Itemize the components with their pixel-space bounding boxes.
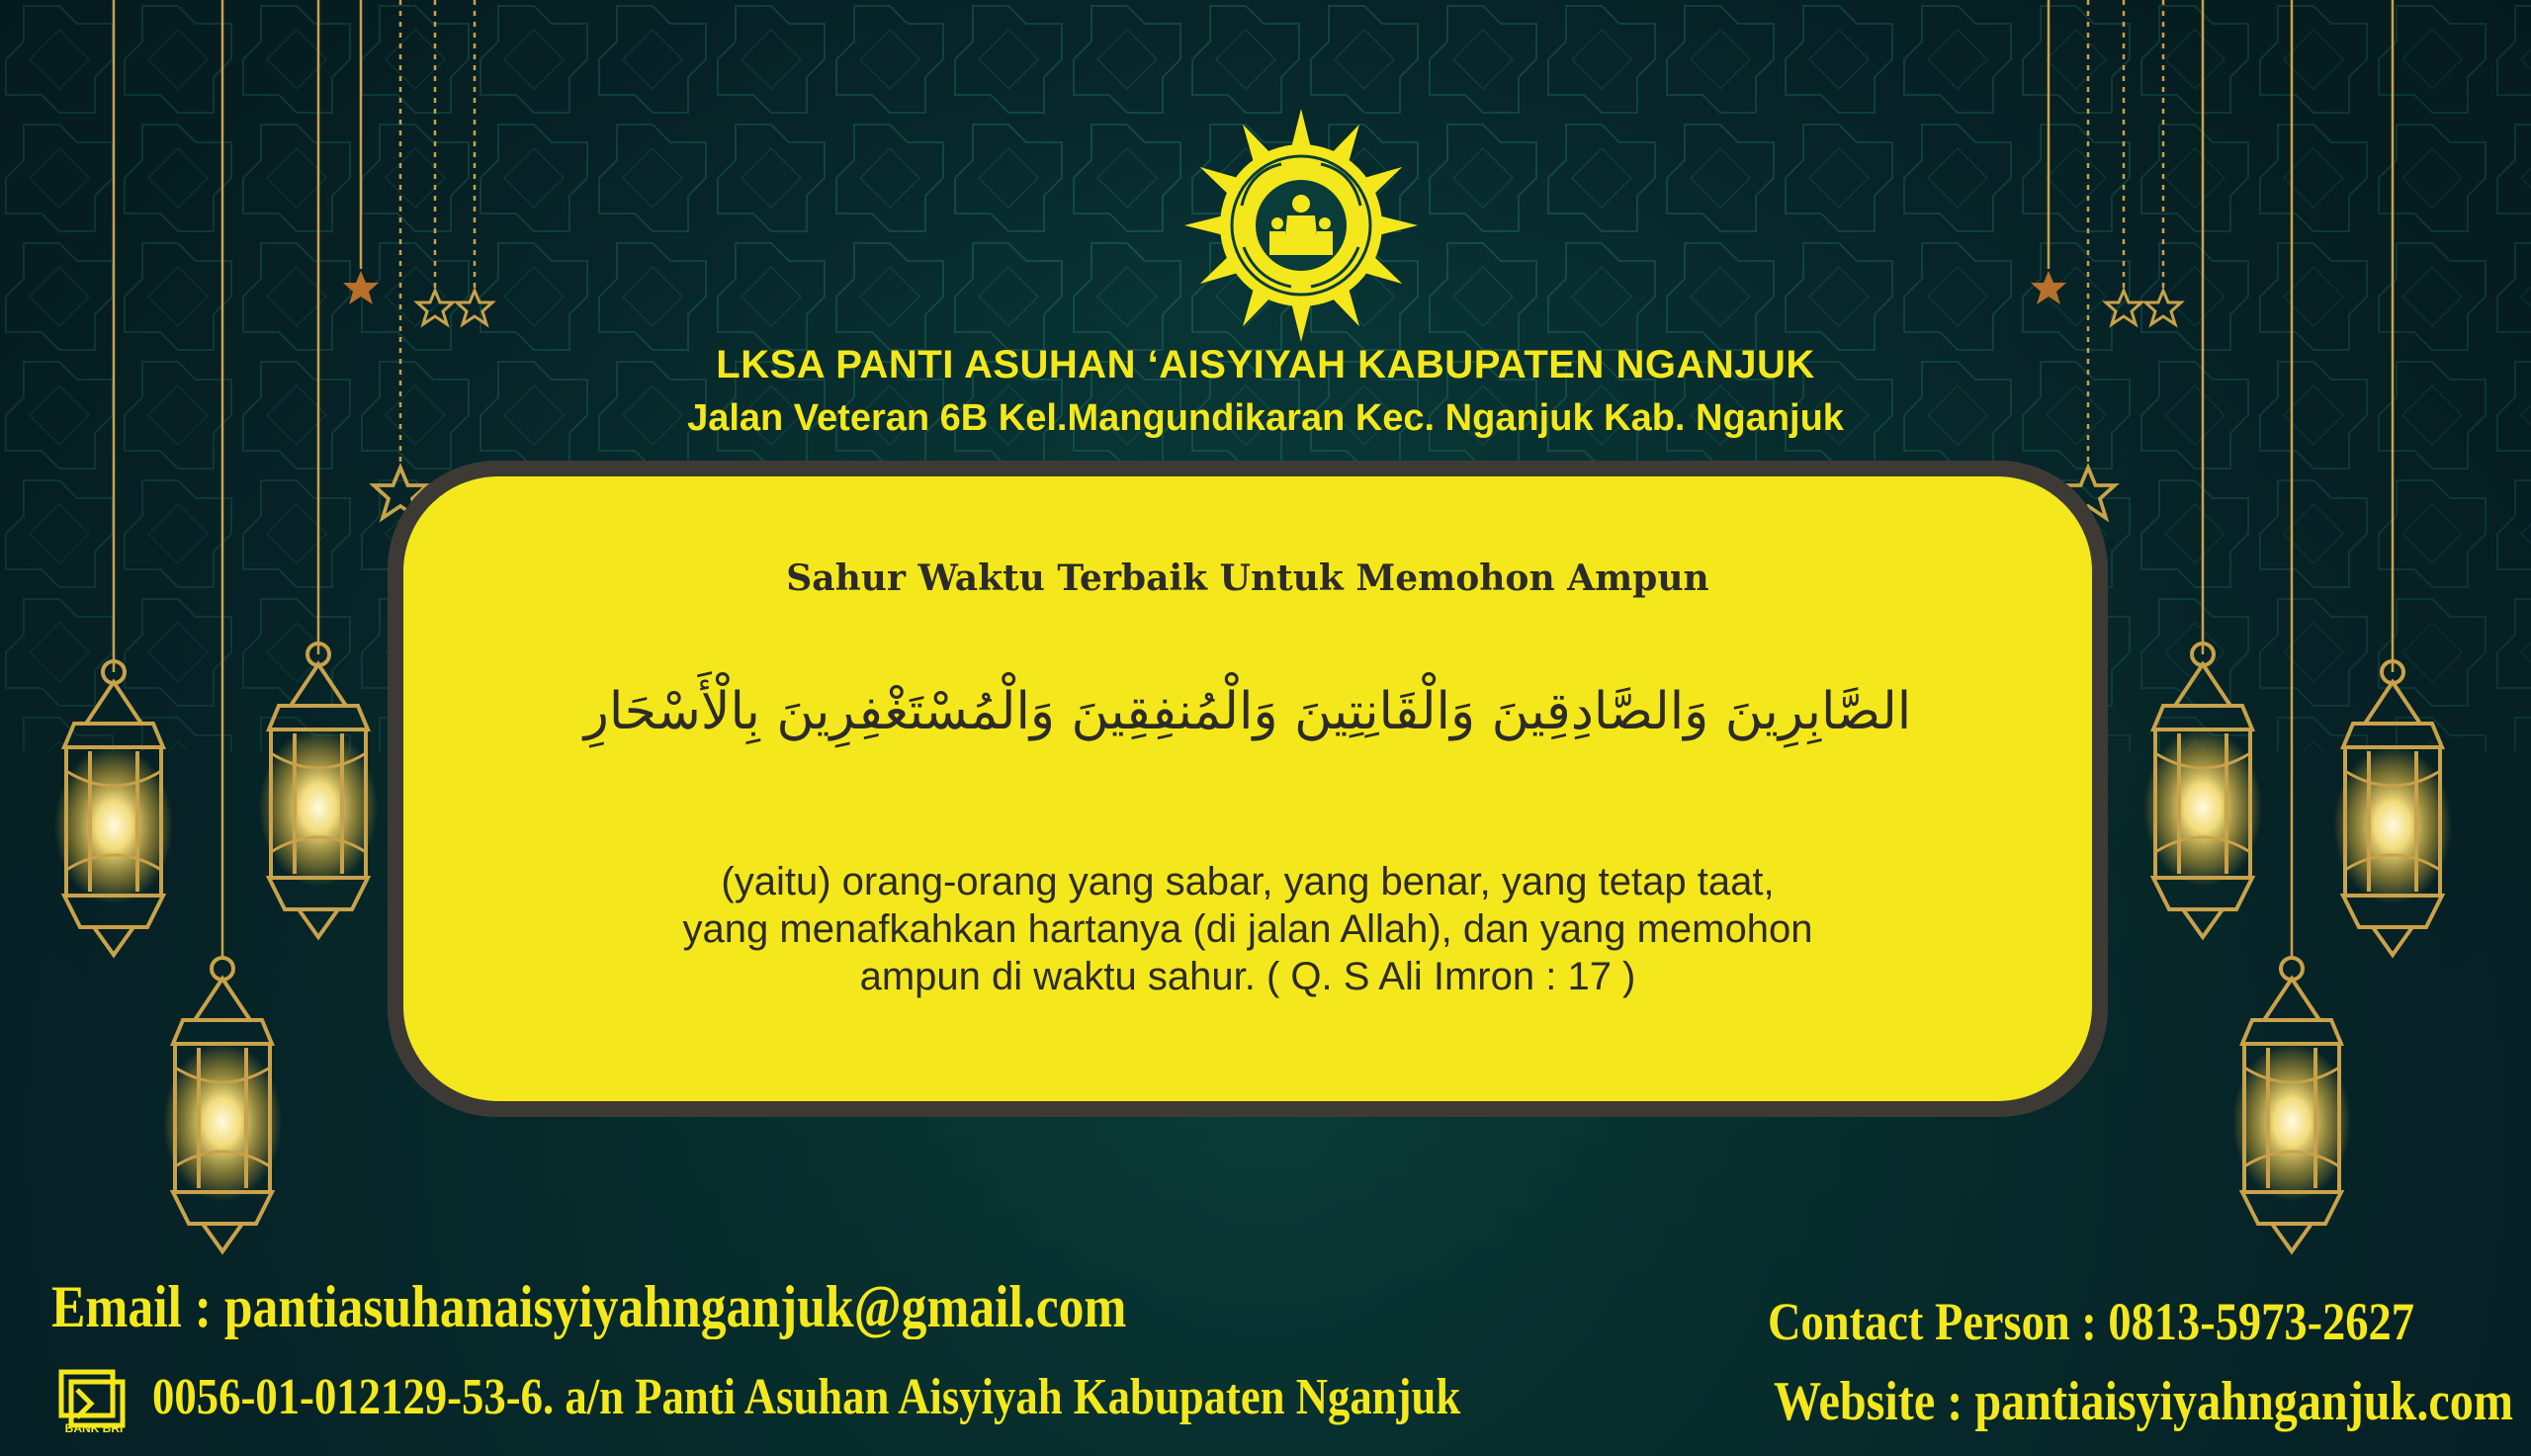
translation-line: ampun di waktu sahur. ( Q. S Ali Imron : 17 ) [859, 955, 1636, 998]
translation-line: (yaitu) orang-orang yang sabar, yang benar, yang tetap taat, [721, 860, 1775, 903]
arabic-verse: الصَّابِرِينَ وَالصَّادِقِينَ وَالْقَانِتِينَ وَالْمُنفِقِينَ وَالْمُسْتَغْفِرِينَ بِالْأَسْحَارِ [583, 682, 1912, 741]
contact-person-text: Contact Person : 0813-5973-2627 [1768, 1292, 2414, 1351]
translation-line: yang menafkahkan hartanya (di jalan Allah), dan yang memohon [682, 907, 1813, 951]
verse-translation [403, 858, 2092, 1000]
bank-account-text: 0056-01-012129-53-6. a/n Panti Asuhan Aisyiyah Kabupaten Nganjuk [152, 1369, 1461, 1425]
bank-label: BANK BRI [64, 1421, 124, 1435]
aisyiyah-logo-icon [1182, 107, 1420, 344]
website-text: Website : pantiaisyiyahnganjuk.com [1774, 1371, 2513, 1432]
organization-address: Jalan Veteran 6B Kel.Mangundikaran Kec. Nganjuk Kab. Nganjuk [687, 397, 1844, 439]
quote-card [388, 461, 2108, 1117]
email-text: Email : pantiasuhanaisyiyahnganjuk@gmail.com [51, 1274, 1127, 1339]
organization-name: LKSA PANTI ASUHAN ‘AISYIYAH KABUPATEN NGANJUK [716, 343, 1815, 386]
quote-card-inner [403, 476, 2092, 1101]
quote-title: Sahur Waktu Terbaik Untuk Memohon Ampun [786, 557, 1709, 599]
